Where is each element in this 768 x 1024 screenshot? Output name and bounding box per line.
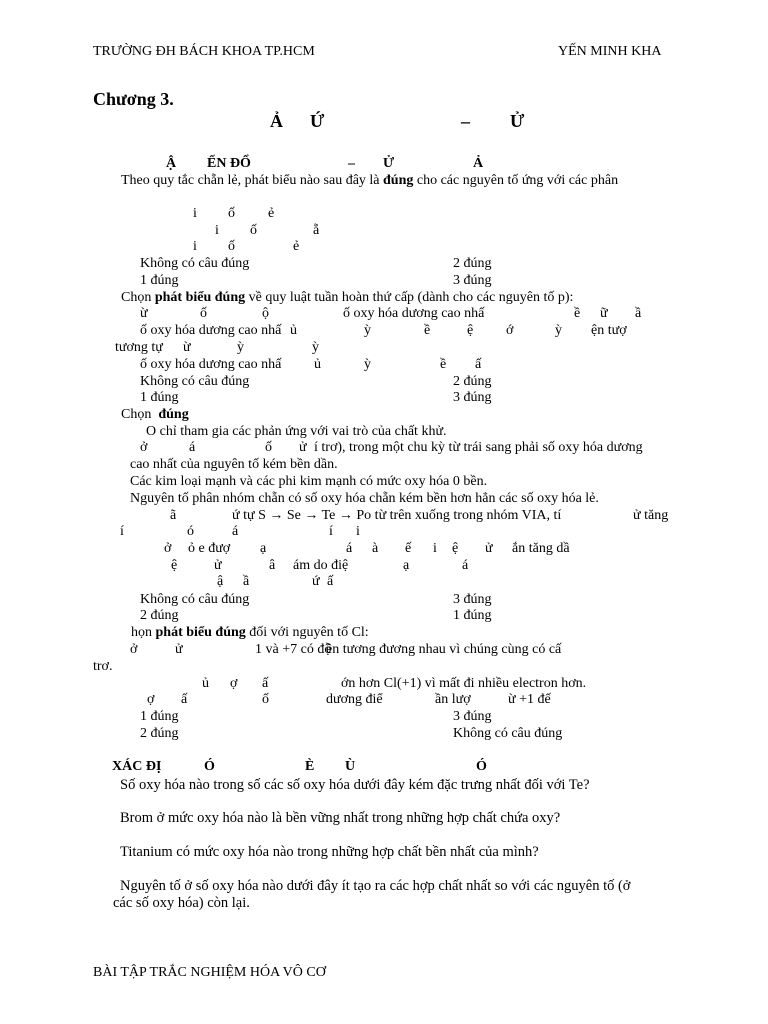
- q1-option: 1 đúng: [140, 273, 179, 288]
- q2-fragment: tương tự: [115, 340, 163, 355]
- q4-line: trơ.: [93, 659, 113, 674]
- q2-fragment: ừ: [140, 306, 148, 321]
- q2-fragment: ấ: [475, 357, 482, 372]
- q3-fragment: ã: [170, 508, 177, 523]
- q3-fragment: í trơ), trong một chu kỳ từ trái sang phải số oxy hóa dương: [314, 440, 643, 455]
- question-2-text: Chọn phát biểu đúng về quy luật tuần hoàn thứ cấp (dành cho các nguyên tố p):: [121, 290, 574, 305]
- q2-fragment: ố: [200, 306, 207, 321]
- q1-option: Không có câu đúng: [140, 256, 250, 271]
- q4-option: 3 đúng: [453, 709, 492, 724]
- q3-fragment: à: [372, 541, 379, 556]
- q3-fragment: ậ: [217, 574, 224, 589]
- q3-fragment: ạ: [260, 541, 267, 556]
- q2-fragment: ầ: [635, 306, 642, 321]
- q3-fragment: á: [346, 541, 353, 556]
- q3-fragment: á: [462, 558, 469, 573]
- q3-fragment: á: [232, 524, 239, 539]
- q3-fragment: ấ: [327, 574, 334, 589]
- q4-fragment: ở: [130, 642, 138, 657]
- q1-fragment: ố: [228, 239, 235, 254]
- q3-fragment: ó: [187, 524, 194, 539]
- section2-question: các số oxy hóa) còn lại.: [113, 895, 250, 911]
- q3-fragment: í: [120, 524, 124, 539]
- q3-option: 1 đúng: [453, 608, 492, 623]
- q4-fragment: 1 và +7 có độ: [255, 642, 332, 657]
- q4-fragment: ợ: [147, 692, 155, 707]
- q3-fragment: ạ: [403, 558, 410, 573]
- section2-heading-fragment: Ù: [345, 759, 356, 774]
- q1-fragment: i: [215, 223, 219, 238]
- title-fragment: Ử: [510, 111, 525, 131]
- q2-option: 2 đúng: [453, 374, 492, 389]
- q4-option: Không có câu đúng: [453, 726, 563, 741]
- title-fragment: Ả: [270, 111, 283, 131]
- q1-fragment: ẻ: [293, 239, 300, 254]
- header-right: YẾN MINH KHA: [558, 44, 662, 59]
- q3-option: 2 đúng: [140, 608, 179, 623]
- q4-fragment: ố: [262, 692, 269, 707]
- q2-fragment: ố oxy hóa dương cao nhấ: [343, 306, 485, 321]
- q2-fragment: ỳ: [364, 323, 371, 338]
- q4-fragment: ền tương đương nhau vì chúng cùng có cấ: [326, 642, 562, 657]
- q2-fragment: ữ: [600, 306, 608, 321]
- section2-heading-fragment: Ó: [204, 759, 215, 774]
- section2-heading-fragment: Ó: [476, 759, 487, 774]
- q1-fragment: ố: [228, 206, 235, 221]
- q3-fragment: ử: [299, 440, 307, 455]
- q3-fragment: â: [269, 558, 276, 573]
- q3-fragment: ệ: [452, 541, 459, 556]
- q4-fragment: ớn hơn Cl(+1) vì mất đi nhiều electron hơn.: [341, 676, 587, 691]
- q2-fragment: ỳ: [312, 340, 319, 355]
- q2-fragment: ố oxy hóa dương cao nhấ: [140, 357, 282, 372]
- footer-text: BÀI TẬP TRẮC NGHIỆM HÓA VÔ CƠ: [93, 965, 326, 980]
- q3-fragment: ở: [140, 440, 148, 455]
- q4-fragment: ấ: [181, 692, 188, 707]
- q3-fragment: í: [329, 524, 333, 539]
- q2-option: 1 đúng: [140, 390, 179, 405]
- q3-fragment: ử: [485, 541, 493, 556]
- q3-fragment: ứ tự S → Se → Te → Po từ trên xuống trong nhóm VIA, tí: [232, 508, 562, 523]
- q4-fragment: ừ +1 đế: [508, 692, 551, 707]
- q3-option: Không có câu đúng: [140, 592, 250, 607]
- q4-fragment: ần lượ: [435, 692, 471, 707]
- q3-fragment: i: [356, 524, 360, 539]
- chapter-label: Chương 3.: [93, 89, 174, 109]
- q2-fragment: ề: [440, 357, 447, 372]
- q3-line: cao nhất của nguyên tố kém bền dần.: [130, 457, 338, 472]
- question-3-text: Chọn đúng: [121, 407, 189, 422]
- question-1-text: Theo quy tắc chẵn lẻ, phát biểu nào sau đây là đúng cho các nguyên tố ứng với các phân: [121, 173, 619, 188]
- q2-fragment: ề: [574, 306, 581, 321]
- q4-fragment: ủ: [202, 676, 209, 691]
- q2-fragment: ủ: [314, 357, 321, 372]
- q4-fragment: dương điể: [326, 692, 383, 707]
- q2-fragment: ỳ: [555, 323, 562, 338]
- q2-option: Không có câu đúng: [140, 374, 250, 389]
- section2-question: Số oxy hóa nào trong số các số oxy hóa dưới đây kém đặc trưng nhất đối với Te?: [120, 777, 590, 793]
- q2-fragment: ỳ: [237, 340, 244, 355]
- q1-fragment: i: [193, 239, 197, 254]
- q2-fragment: ỳ: [364, 357, 371, 372]
- q3-fragment: ứ: [312, 574, 320, 589]
- section1-heading-fragment: Ả: [473, 156, 484, 171]
- section1-heading-fragment: –: [348, 156, 355, 171]
- q3-fragment: ử: [214, 558, 222, 573]
- section1-heading-fragment: Ậ: [166, 156, 177, 171]
- q1-option: 2 đúng: [453, 256, 492, 271]
- q1-option: 3 đúng: [453, 273, 492, 288]
- q3-line: Nguyên tố phân nhóm chẵn có số oxy hóa chẵn kém bền hơn hẳn các số oxy hóa lẻ.: [130, 491, 599, 506]
- q2-fragment: ện tượ: [591, 323, 627, 338]
- q2-fragment: ề: [424, 323, 431, 338]
- q1-fragment: i: [193, 206, 197, 221]
- q2-fragment: ộ: [262, 306, 269, 321]
- section1-heading-fragment: Ử: [383, 156, 395, 171]
- q2-fragment: ệ: [467, 323, 474, 338]
- q4-option: 1 đúng: [140, 709, 179, 724]
- q2-option: 3 đúng: [453, 390, 492, 405]
- section2-question: Nguyên tố ở số oxy hóa nào dưới đây ít tạo ra các hợp chất nhất so với các nguyên tố (ở: [120, 878, 631, 894]
- header-left: TRƯỜNG ĐH BÁCH KHOA TP.HCM: [93, 44, 315, 59]
- q2-fragment: ớ: [506, 323, 514, 338]
- section2-heading-fragment: È: [305, 759, 315, 774]
- title-fragment: –: [461, 111, 470, 131]
- q3-fragment: ở: [164, 541, 172, 556]
- q3-fragment: ế: [405, 541, 412, 556]
- q3-fragment: ầ: [243, 574, 250, 589]
- q3-fragment: ắn tăng dầ: [512, 541, 570, 556]
- q4-fragment: ử: [175, 642, 183, 657]
- title-fragment: Ứ: [310, 111, 325, 131]
- q3-line: O chỉ tham gia các phản ứng với vai trò của chất khử.: [146, 424, 447, 439]
- q2-fragment: ố oxy hóa dương cao nhấ: [140, 323, 282, 338]
- q1-fragment: ẻ: [268, 206, 275, 221]
- q1-fragment: ố: [250, 223, 257, 238]
- q3-fragment: ố: [265, 440, 272, 455]
- q3-option: 3 đúng: [453, 592, 492, 607]
- q2-fragment: ủ: [290, 323, 297, 338]
- section1-heading-fragment: ẾN ĐỔ: [207, 156, 251, 171]
- q1-fragment: ẵ: [313, 223, 320, 238]
- section2-question: Brom ở mức oxy hóa nào là bền vững nhất trong những hợp chất chứa oxy?: [120, 810, 561, 826]
- q4-fragment: ợ: [230, 676, 238, 691]
- section2-heading-fragment: XÁC ĐỊ: [112, 759, 162, 774]
- q3-fragment: ám do điệ: [293, 558, 349, 573]
- q4-option: 2 đúng: [140, 726, 179, 741]
- q2-fragment: ừ: [183, 340, 191, 355]
- q3-line: Các kim loại mạnh và các phi kim mạnh có mức oxy hóa 0 bền.: [130, 474, 488, 489]
- question-4-text: họn phát biểu đúng đối với nguyên tố Cl:: [131, 625, 369, 640]
- q3-fragment: i: [433, 541, 437, 556]
- q4-fragment: ấ: [262, 676, 269, 691]
- q3-fragment: ỏ e đượ: [188, 541, 231, 556]
- q3-fragment: ử tăng: [633, 508, 669, 523]
- section2-question: Titanium có mức oxy hóa nào trong những hợp chất bền nhất của mình?: [120, 844, 539, 860]
- q3-fragment: á: [189, 440, 196, 455]
- q3-fragment: ệ: [171, 558, 178, 573]
